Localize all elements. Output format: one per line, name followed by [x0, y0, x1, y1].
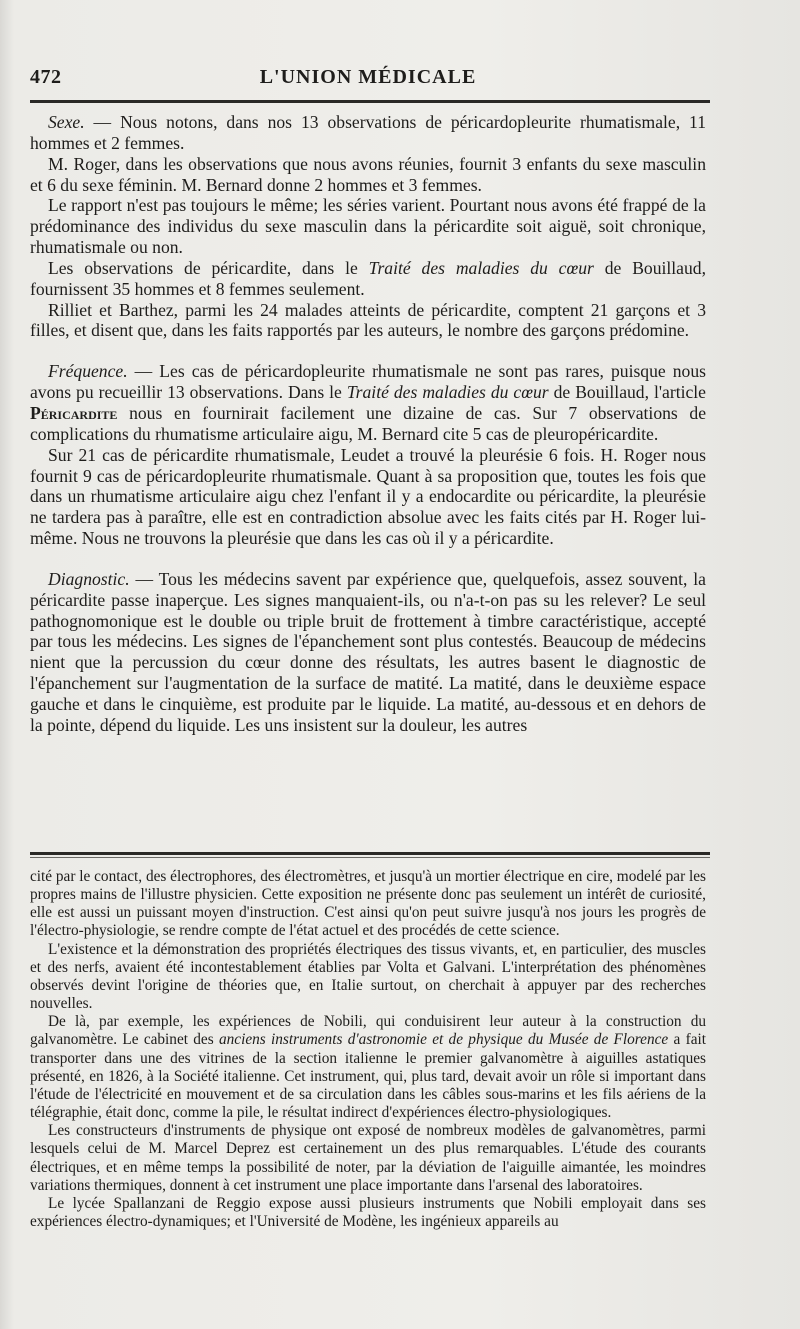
paragraph-sexe — [30, 112, 706, 154]
page-number: 472 — [30, 66, 62, 88]
footnote-paragraph-3 — [30, 1013, 706, 1122]
diagnostic-text: — Tous les médecins savent par expérience que, quelquefois, assez souvent, la péricardite passe inaperçue. Les signes manquaient-ils, ou n'a-t-on pas su les relever? Le seul pathognomonique est le double ou triple bruit de frottement à timbre caractéristique, accepté par tous les médecins. Les signes de l'épanchement sont plus contestés. Beaucoup de médecins nient que la percussion du cœur donne des résultats, les autres basent le diagnostic de l'épanchement sur l'augmentation de la surface de matité. La matité, dans le deuxième espace gauche et dans le cinquième, est produite par le liquide. La matité, au-dessous et en dehors de la pointe, dépend du liquide. Les uns insistent sur la douleur, les autres — [30, 568, 706, 735]
footnote-feuilleton — [30, 868, 706, 1231]
footnote-3-pre: De là, par exemple, les expériences de Nobili, qui conduisirent leur auteur à la construction du galvanomètre. Le cabinet des — [30, 1013, 706, 1049]
footnote-rule — [30, 852, 710, 855]
running-title: L'UNION MÉDICALE — [259, 66, 477, 88]
book-title: Traité des maladies du cœur — [346, 382, 549, 403]
header-rule — [30, 100, 710, 103]
paragraph-leudet: Sur 21 cas de péricardite rhumatismale, Leudet a trouvé la pleurésie 6 fois. H. Roger nous fournit 9 cas de péricardopleurite rhumatismale. Quant à sa proposition que, toutes les fois que dans un rhumatisme articulaire aigu chez l'enfant il y a endocardite ou péricardite, la pleurésie ne tardera pas à paraître, elle est en contradiction absolue avec les faits cités par H. Roger lui-même. Nous ne trouvons la pleurésie que dans les cas où il y a péricardite. — [30, 444, 706, 549]
museum-collection-title: anciens instruments d'astronomie et de physique du Musée de Florence — [218, 1031, 669, 1049]
section-label-frequence: Fréquence. — [48, 361, 128, 382]
paragraph-rilliet: Rilliet et Barthez, parmi les 24 malades atteints de péricardite, comptent 21 garçons et 3 filles, et disent que, dans les faits rapportés par les auteurs, le nombre des garçons prédomine. — [30, 299, 706, 341]
main-text — [30, 112, 706, 736]
section-label-diagnostic: Diagnostic. — [48, 568, 130, 589]
bouillaud-post: de Bouillaud, fournissent 35 hommes et 8 femmes seulement. — [30, 257, 706, 299]
frequence-post: nous en fournirait facilement une dizaine de cas. Sur 7 observations de complications du rhumatisme articulaire aigu, M. Bernard cite 5 cas de pleuropéricardite. — [30, 402, 706, 444]
paragraph-bouillaud — [30, 258, 706, 300]
footnote-3-post: a fait transporter dans une des vitrines de la section italienne le premier galvanomètre à aiguilles astatiques présenté, en 1826, à la Société italienne. Cet instrument, qui, plus tard, devait avoir un rôle si important dans l'étude de l'électricité en mouvement et de sa circulation dans les câbles sous-marins et les fils aériens de la télégraphie, était donc, comme la pile, le résultat indirect d'expériences électro-physiologiques. — [30, 1031, 706, 1122]
article-name: Péricardite — [30, 402, 118, 423]
bouillaud-pre: Les observations de péricardite, dans le — [48, 257, 369, 278]
paragraph-diagnostic — [30, 569, 706, 736]
paragraph-rapport: Le rapport n'est pas toujours le même; les séries varient. Pourtant nous avons été frappé de la prédominance des individus du sexe masculin dans la péricardite soit aiguë, soit chronique, rhumatismale ou non. — [30, 195, 706, 258]
section-label-sexe: Sexe. — [48, 112, 85, 132]
footnote-paragraph-5: Le lycée Spallanzani de Reggio expose aussi plusieurs instruments que Nobili employait dans ses expériences électro-dynamiques; et l'Université de Modène, les ingénieux appareils au — [30, 1194, 706, 1230]
footnote-paragraph-4: Les constructeurs d'instruments de physique ont exposé de nombreux modèles de galvanomètres, parmi lesquels celui de M. Marcel Deprez est certainement un des plus remarquables. L'étude des courants électriques, et en même temps la possibilité de noter, par la déviation de l'aiguille aimantée, les moindres variations thermiques, donnent à cet instrument une place importante dans l'arsenal des laboratoires. — [30, 1122, 706, 1194]
paragraph-roger: M. Roger, dans les observations que nous avons réunies, fournit 3 enfants du sexe masculin et 6 du sexe féminin. M. Bernard donne 2 hommes et 3 femmes. — [30, 153, 706, 195]
footnote-paragraph-1: cité par le contact, des électrophores, des électromètres, et jusqu'à un mortier électrique en cire, modelé par les propres mains de l'illustre physicien. Cette exposition ne présente donc pas seulement un intérêt de curiosité, elle est aussi un puissant moyen d'instruction. C'est ainsi qu'on peut suivre jusqu'à nos jours les progrès de l'électro-physiologie, se rendre compte de l'état actuel et des procédés de cette science. — [30, 868, 706, 940]
footnote-rule-thin — [30, 857, 710, 858]
sexe-text: — Nous notons, dans nos 13 observations de péricardopleurite rhumatismale, 11 hommes et 2 femmes. — [30, 112, 706, 153]
frequence-mid: de Bouillaud, l'article — [548, 382, 706, 403]
book-title: Traité des maladies du cœur — [368, 257, 594, 278]
paragraph-frequence — [30, 361, 706, 444]
frequence-pre: — Les cas de péricardopleurite rhumatismale ne sont pas rares, puisque nous avons pu recueillir 13 observations. Dans le — [30, 361, 706, 403]
footnote-paragraph-2: L'existence et la démonstration des propriétés électriques des tissus vivants, et, en particulier, des muscles et des nerfs, avaient été incontestablement établies par Volta et Galvani. L'interprétation des phénomènes observés devint l'origine de théories que, en Italie surtout, on cherchait à appuyer par des recherches nouvelles. — [30, 940, 706, 1013]
page-header — [30, 66, 706, 90]
